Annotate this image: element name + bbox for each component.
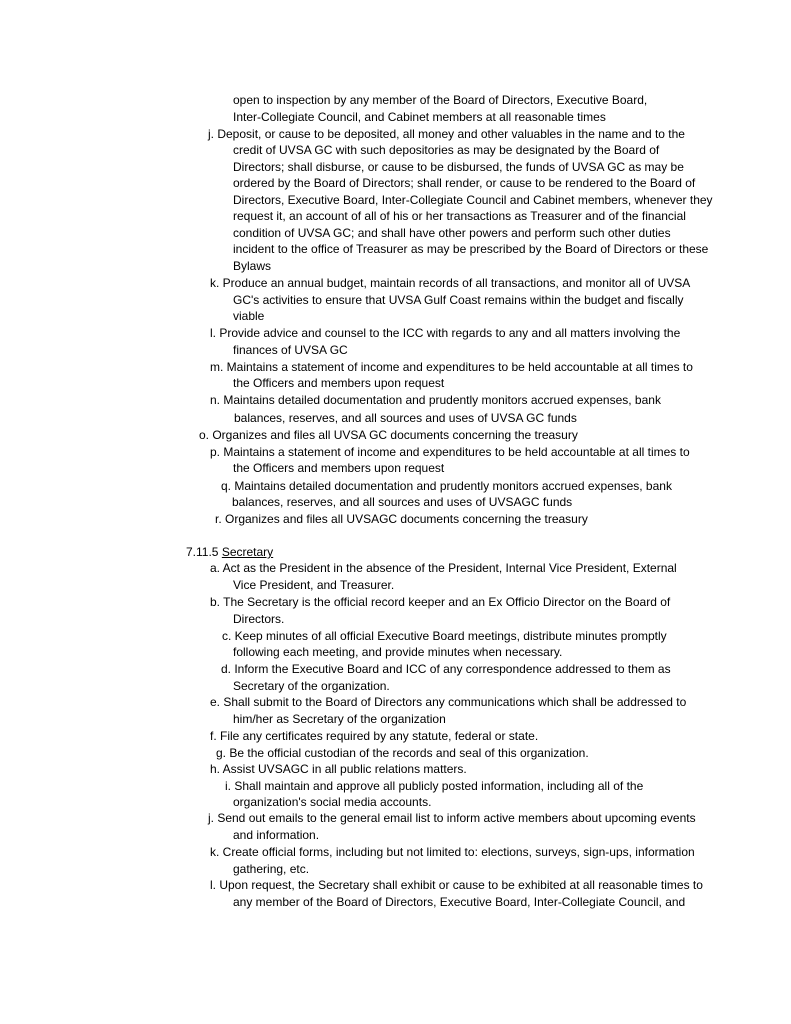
text-line: finances of UVSA GC [233,343,348,357]
text-line: and information. [233,828,320,842]
list-item-k-secretary: k. Create official forms, including but not limited to: elections, surveys, sign-ups, information [210,845,695,859]
text-line: request it, an account of all of his or her transactions as Treasurer and of the financial [233,209,686,223]
list-item-n-treasurer: n. Maintains detailed documentation and prudently monitors accrued expenses, bank [210,393,661,407]
text-line: following each meeting, and provide minutes when necessary. [233,645,563,659]
list-item-h-secretary: h. Assist UVSAGC in all public relations matters. [210,762,467,776]
list-item-g-secretary: g. Be the official custodian of the records and seal of this organization. [216,746,589,760]
text-line: balances, reserves, and all sources and uses of UVSA GC funds [234,411,577,425]
text-line: Directors, Executive Board, Inter-Collegiate Council and Cabinet members, whenever they [233,193,713,207]
text-line: balances, reserves, and all sources and uses of UVSAGC funds [232,495,573,509]
text-line: Inter-Collegiate Council, and Cabinet members at all reasonable times [233,110,606,124]
list-item-b-secretary: b. The Secretary is the official record keeper and an Ex Officio Director on the Board of [210,595,671,609]
text-line: organization's social media accounts. [233,795,432,809]
text-line: open to inspection by any member of the Board of Directors, Executive Board, [233,93,648,107]
text-line: incident to the office of Treasurer as may be prescribed by the Board of Directors or these [233,242,709,256]
text-line: Directors; shall disburse, or cause to be disbursed, the funds of UVSA GC as may be [233,160,684,174]
text-line: condition of UVSA GC; and shall have other powers and perform such other duties [233,226,671,240]
list-item-m-treasurer: m. Maintains a statement of income and expenditures to be held accountable at all times to [210,360,693,374]
list-item-k-treasurer: k. Produce an annual budget, maintain records of all transactions, and monitor all of UVSA [210,276,691,290]
text-line: Bylaws [233,259,272,273]
list-item-f-secretary: f. File any certificates required by any statute, federal or state. [210,729,539,743]
section-heading [186,545,273,559]
list-item-r-treasurer: r. Organizes and files all UVSAGC documents concerning the treasury [215,512,588,526]
text-line: Secretary of the organization. [233,679,390,693]
text-line: GC's activities to ensure that UVSA Gulf Coast remains within the budget and fiscally [233,293,684,307]
list-item-d-secretary: d. Inform the Executive Board and ICC of any correspondence addressed to them as [221,662,671,676]
list-item-p-treasurer: p. Maintains a statement of income and expenditures to be held accountable at all times to [210,445,690,459]
list-item-a-secretary: a. Act as the President in the absence of the President, Internal Vice President, External [210,561,677,575]
text-line: the Officers and members upon request [233,376,445,390]
section-number: 7.11.5 [186,545,219,559]
text-line: ordered by the Board of Directors; shall render, or cause to be rendered to the Board of [233,176,696,190]
text-line: the Officers and members upon request [233,461,445,475]
text-line: gathering, etc. [233,862,310,876]
list-item-c-secretary: c. Keep minutes of all official Executive Board meetings, distribute minutes promptly [222,629,667,643]
list-item-l-treasurer: l. Provide advice and counsel to the ICC with regards to any and all matters involving the [210,326,681,340]
list-item-e-secretary: e. Shall submit to the Board of Directors any communications which shall be addressed to [210,695,687,709]
list-item-j-treasurer: j. Deposit, or cause to be deposited, all money and other valuables in the name and to the [208,127,685,141]
text-line: credit of UVSA GC with such depositories as may be designated by the Board of [233,143,660,157]
list-item-l-secretary: l. Upon request, the Secretary shall exhibit or cause to be exhibited at all reasonable times to [210,878,703,892]
list-item-j-secretary: j. Send out emails to the general email list to inform active members about upcoming events [208,811,696,825]
text-line: Directors. [233,612,285,626]
text-line: him/her as Secretary of the organization [233,712,446,726]
list-item-o-treasurer: o. Organizes and files all UVSA GC documents concerning the treasury [199,428,578,442]
list-item-q-treasurer: q. Maintains detailed documentation and prudently monitors accrued expenses, bank [221,479,672,493]
list-item-i-secretary: i. Shall maintain and approve all publicly posted information, including all of the [225,779,644,793]
text-line: viable [233,309,265,323]
section-title: Secretary [221,545,274,559]
text-line: Vice President, and Treasurer. [233,578,395,592]
text-line: any member of the Board of Directors, Executive Board, Inter-Collegiate Council, and [233,895,686,909]
